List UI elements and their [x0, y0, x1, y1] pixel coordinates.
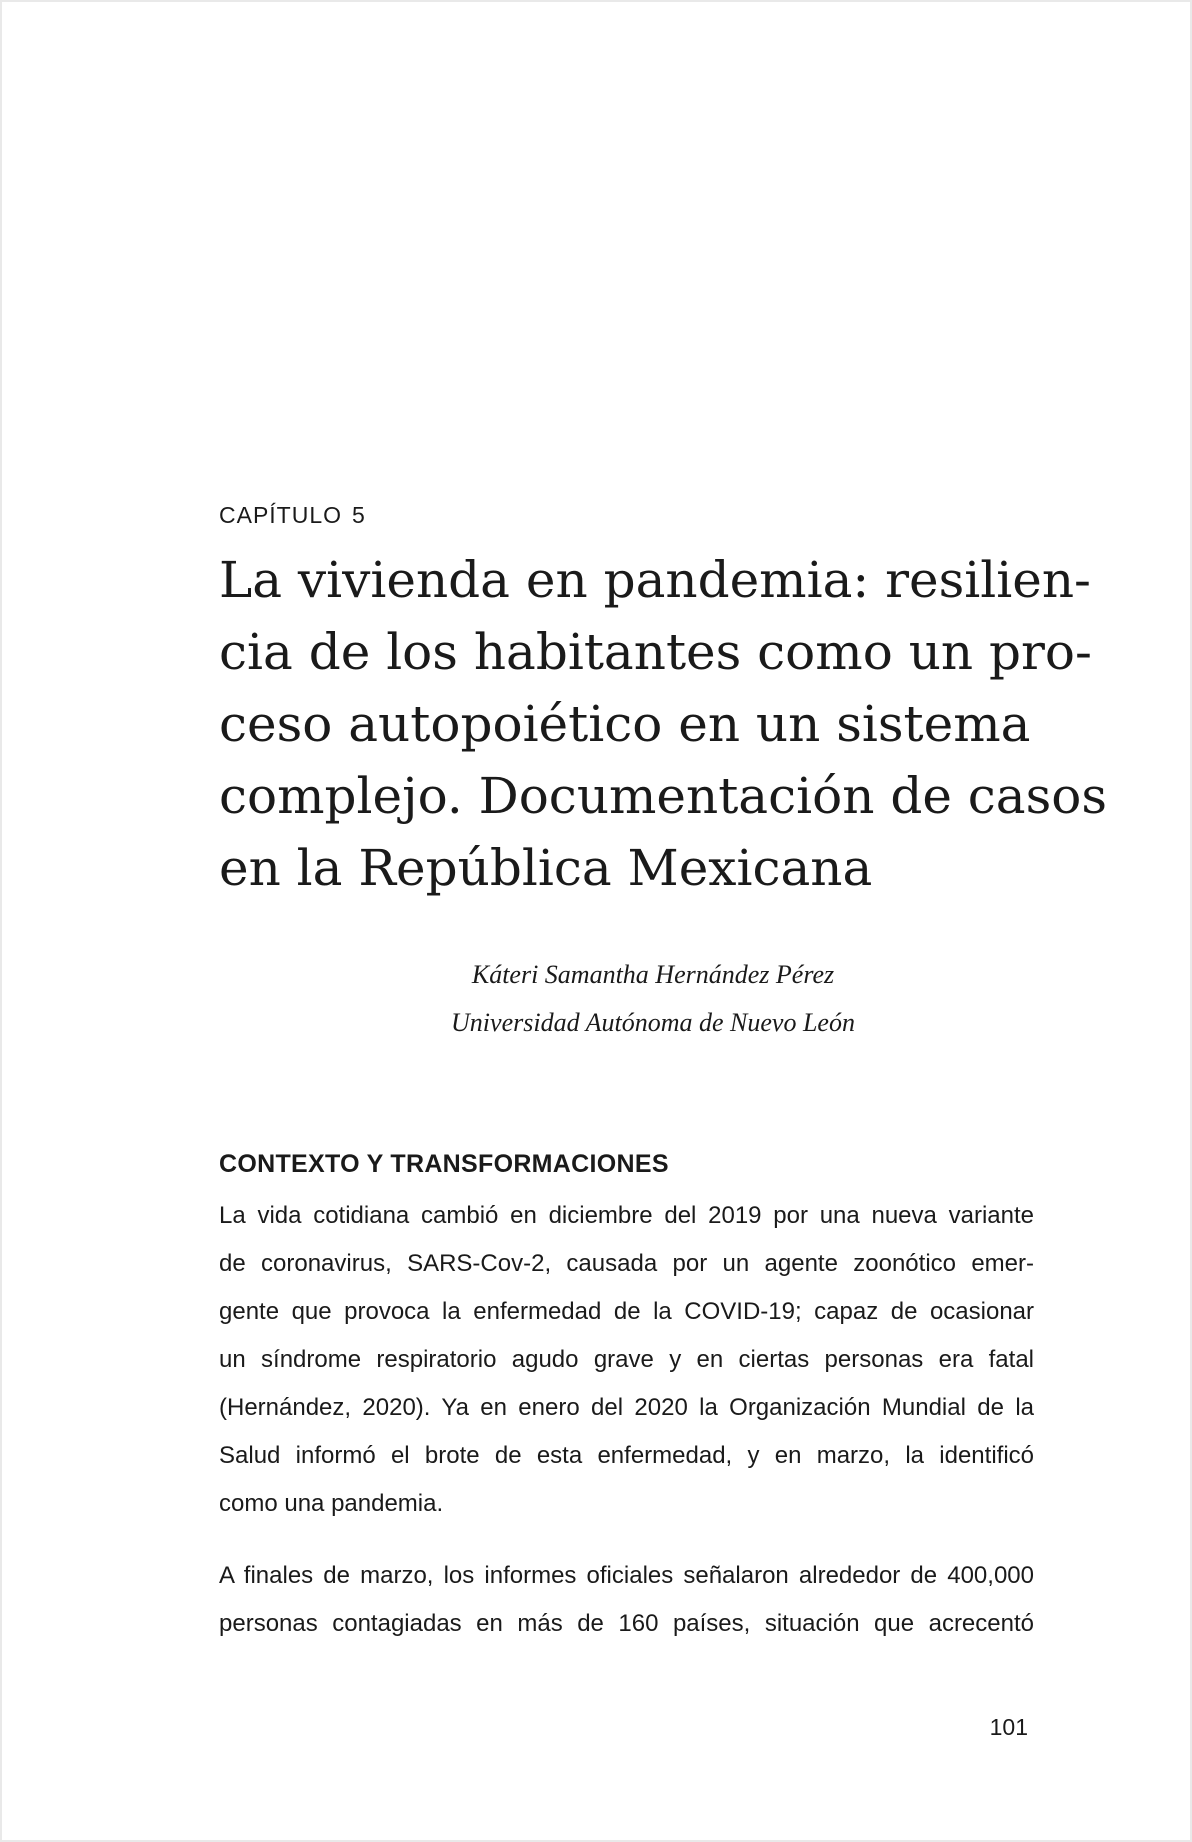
paragraph-line: La vida cotidiana cambió en diciembre del 2019 por una nueva variante — [219, 1202, 1034, 1229]
chapter-title-line: La vivienda en pandemia: resilien- — [219, 551, 1091, 609]
author-name: Káteri Samantha Hernández Pérez — [471, 960, 835, 989]
paragraph-line: como una pandemia. — [219, 1490, 444, 1517]
paragraph-line: gente que provoca la enfermedad de la COVID-19; capaz de ocasionar — [219, 1298, 1034, 1325]
chapter-title-line: ceso autopoiético en un sistema — [219, 695, 1031, 753]
paragraph-line: un síndrome respiratorio agudo grave y en ciertas personas era fatal — [219, 1346, 1034, 1373]
paragraph-line: personas contagiadas en más de 160 países, situación que acrecentó — [219, 1610, 1034, 1637]
paragraph-line: A finales de marzo, los informes oficiales señalaron alrededor de 400,000 — [219, 1562, 1034, 1589]
section-heading: CONTEXTO Y TRANSFORMACIONES — [219, 1150, 669, 1178]
page-number: 101 — [989, 1714, 1028, 1740]
chapter-title-line: cia de los habitantes como un pro- — [219, 623, 1092, 681]
paragraph — [219, 1552, 1034, 1648]
chapter-label — [219, 502, 366, 529]
paragraph-line: (Hernández, 2020). Ya en enero del 2020 la Organización Mundial de la — [219, 1394, 1034, 1421]
paragraph — [219, 1192, 1034, 1528]
chapter-title — [219, 544, 1108, 904]
chapter-number: 5 — [352, 502, 366, 528]
paragraph-line: de coronavirus, SARS-Cov-2, causada por un agente zoonótico emer- — [219, 1250, 1034, 1277]
chapter-title-line: complejo. Documentación de casos — [219, 767, 1108, 825]
paragraph-line: Salud informó el brote de esta enfermedad, y en marzo, la identificó — [219, 1442, 1034, 1469]
chapter-title-line: en la República Mexicana — [219, 839, 873, 897]
chapter-label-text: CAPÍTULO — [219, 502, 343, 528]
author-affiliation: Universidad Autónoma de Nuevo León — [451, 1008, 855, 1037]
